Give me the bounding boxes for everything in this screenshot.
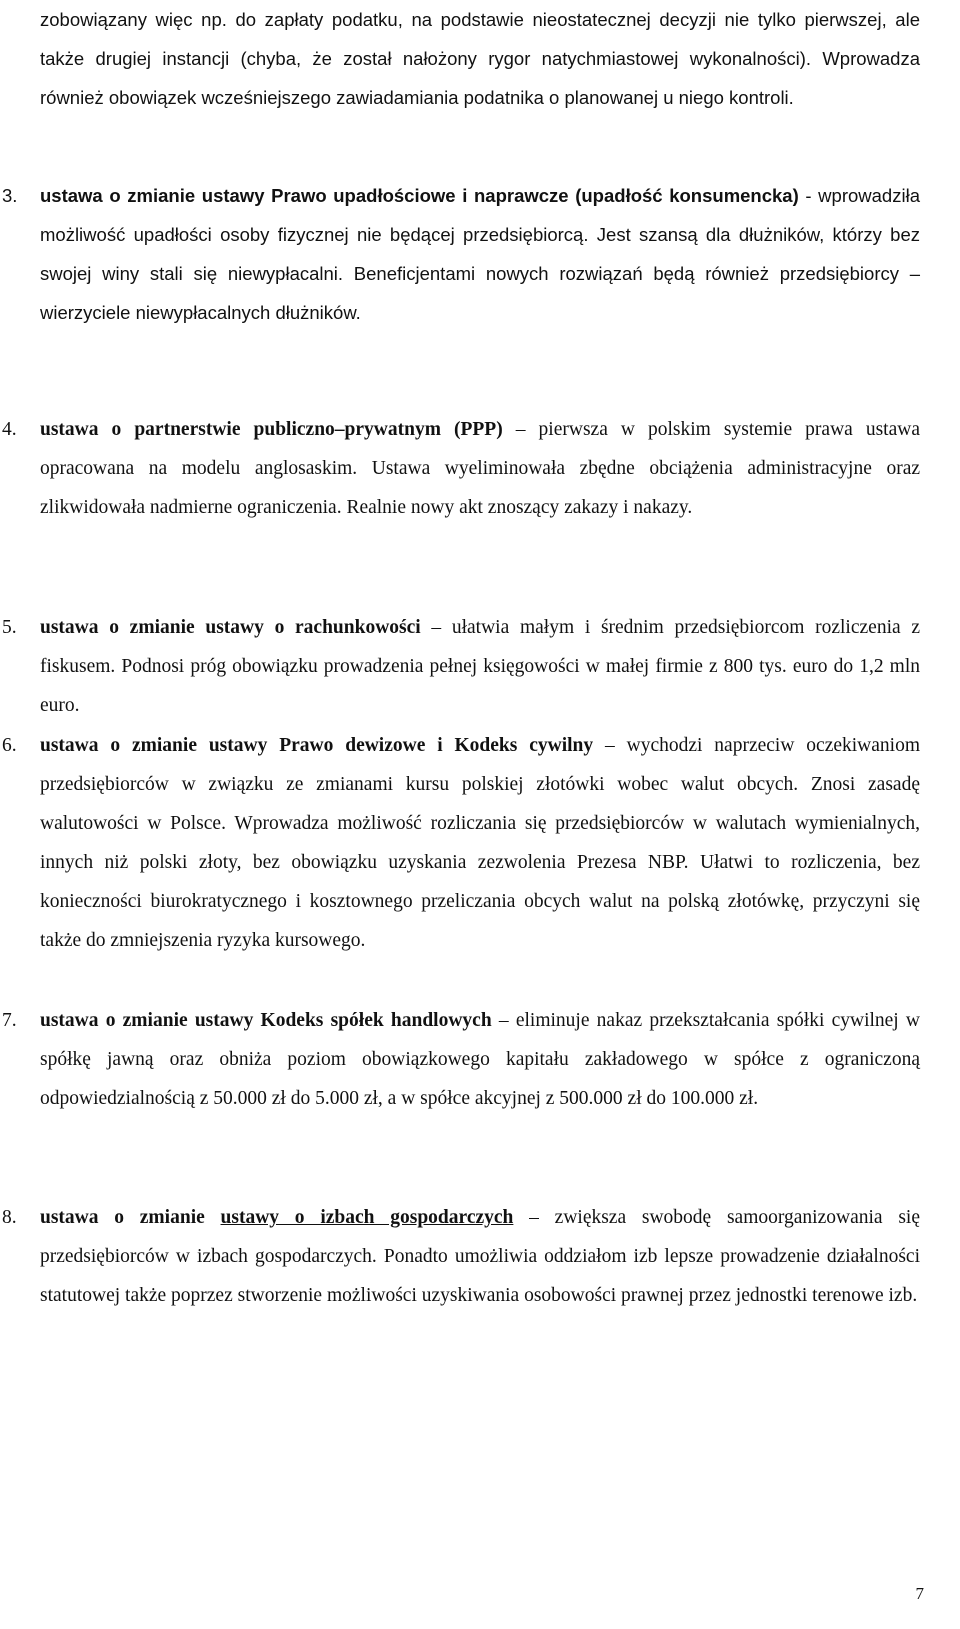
item-title: ustawa o zmianie ustawy Prawo dewizowe i Kodeks cywilny — [40, 735, 594, 756]
list-item-6 — [2, 726, 920, 960]
item-number: 3. — [2, 185, 18, 206]
item-text: - wprowadziła możliwość upadłości osoby fizycznej nie będącej przedsiębiorcą. Jest szansą dla dłużników, którzy bez swojej winy stali się niewypłacalni. Beneficjentami nowych rozwiązań będą również przedsiębiorcy – wierzyciele niewypłacalnych dłużników. — [40, 185, 920, 323]
item-number: 8. — [2, 1207, 17, 1228]
item-title-underlined: ustawy o izbach gospodarczych — [220, 1207, 514, 1228]
item-title: ustawa o zmianie ustawy Kodeks spółek handlowych — [40, 1010, 492, 1031]
item-title: ustawa o zmianie — [40, 1207, 221, 1228]
item-text: – wychodzi naprzeciw oczekiwaniom przedsiębiorców w związku ze zmianami kursu polskiej złotówki wobec walut obcych. Znosi zasadę walutowości w Polsce. Wprowadza możliwość rozliczania się przedsiębiorców w walutach wymienialnych, innych niż polski złoty, bez obowiązku uzyskania zezwolenia Prezesa NBP. Ułatwi to rozliczenia, bez konieczności biurokratycznego i kosztownego przeliczania obcych walut na polską złotówkę, przyczyni się także do zmniejszenia ryzyka kursowego. — [40, 735, 920, 951]
item-text: – pierwsza w polskim systemie prawa ustawa opracowana na modelu anglosaskim. Ustawa wyeliminowała zbędne obciążenia administracyjne oraz zlikwidowała nadmierne ograniczenia. Realnie nowy akt znoszący zakazy i nakazy. — [40, 419, 920, 518]
item-text: – zwiększa swobodę samoorganizowania się przedsiębiorców w izbach gospodarczych. Ponadto umożliwia oddziałom izb lepsze prowadzenie działalności statutowej także poprzez stworzenie możliwości uzyskiwania osobowości prawnej przez jednostki terenowe izb. — [40, 1207, 920, 1306]
item-title: ustawa o zmianie ustawy o rachunkowości — [40, 617, 421, 638]
item-number: 4. — [2, 419, 17, 440]
item-text: – ułatwia małym i średnim przedsiębiorcom rozliczenia z fiskusem. Podnosi próg obowiązku prowadzenia pełnej księgowości w małej firmie z 800 tys. euro do 1,2 mln euro. — [40, 617, 920, 716]
item-title: ustawa o zmianie ustawy Prawo upadłościowe i naprawcze (upadłość konsumencka) — [40, 185, 799, 206]
list-item-5 — [2, 608, 920, 725]
item-title: ustawa o partnerstwie publiczno–prywatnym (PPP) — [40, 419, 503, 440]
item-number: 6. — [2, 735, 17, 756]
list-item-4 — [2, 410, 920, 527]
item-text: – eliminuje nakaz przekształcania spółki cywilnej w spółkę jawną oraz obniża poziom obowiązkowego kapitału zakładowego w spółce z ograniczoną odpowiedzialnością z 50.000 zł do 5.000 zł, a w spółce akcyjnej z 500.000 zł do 100.000 zł. — [40, 1010, 921, 1109]
item-number: 7. — [2, 1010, 17, 1031]
page-number: 7 — [915, 1584, 924, 1603]
list-item-7 — [2, 1001, 921, 1118]
intro-paragraph — [40, 0, 920, 117]
list-item-8 — [2, 1198, 920, 1315]
item-number: 5. — [2, 617, 17, 638]
intro-text: zobowiązany więc np. do zapłaty podatku, na podstawie nieostatecznej decyzji nie tylko pierwszej, ale także drugiej instancji (chyba, że został nałożony rygor natychmiastowej wykonalności). Wprowadza również obowiązek wcześniejszego zawiadamiania podatnika o planowanej u niego kontroli. — [40, 9, 920, 108]
list-item-3 — [2, 176, 920, 332]
